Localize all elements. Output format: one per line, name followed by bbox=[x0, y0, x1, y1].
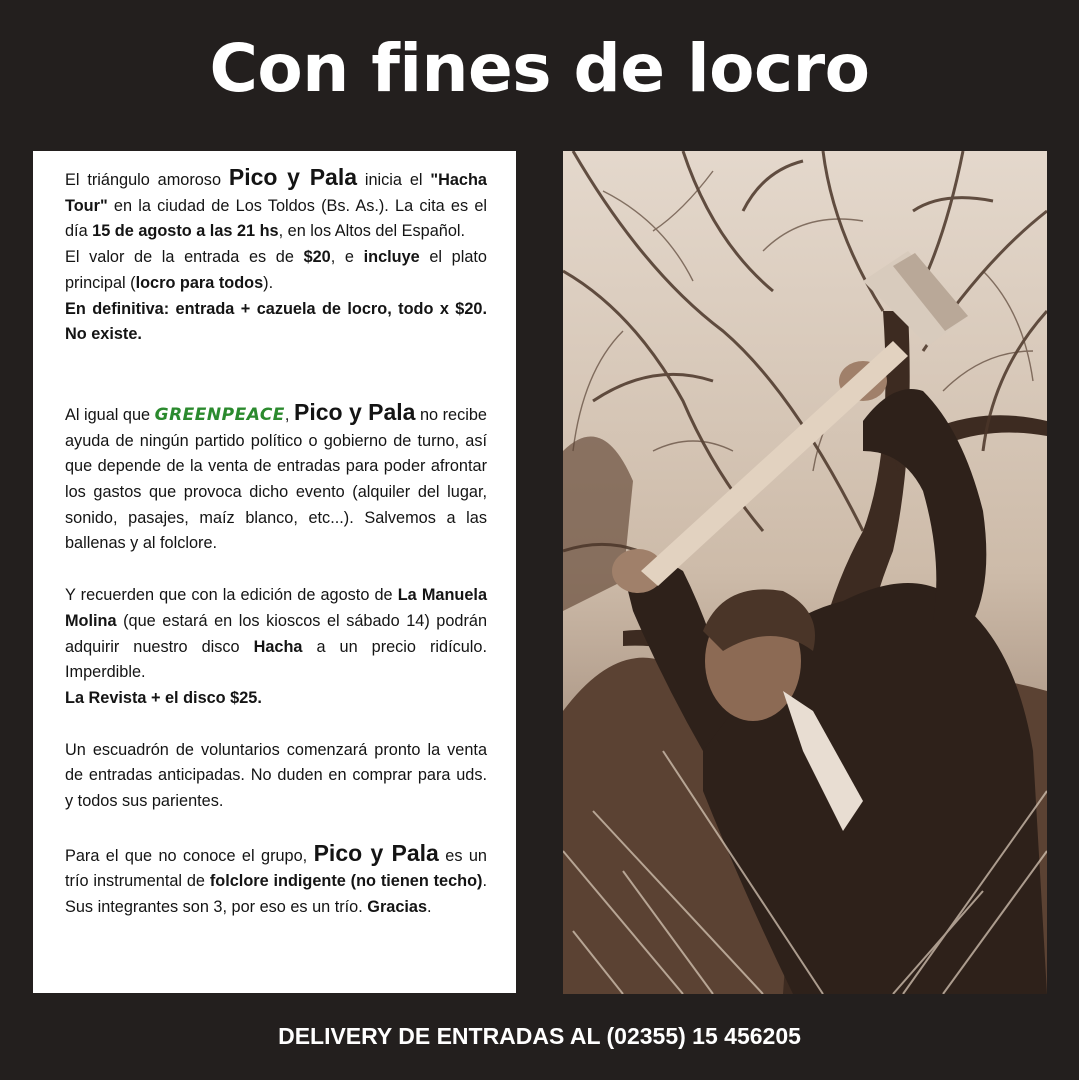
spacer bbox=[65, 374, 487, 400]
paragraph-bundle: La Revista + el disco $25. bbox=[65, 688, 262, 707]
paragraph-summary: En definitiva: entrada + cazuela de locro, todo x $20. No existe. bbox=[65, 299, 487, 344]
sepia-photo-illustration bbox=[563, 151, 1047, 994]
spacer bbox=[65, 712, 487, 738]
magazine-name: La Manuela Molina bbox=[65, 586, 487, 630]
text-panel bbox=[33, 151, 516, 993]
paragraph-greenpeace: Al igual que GREENPEACE, Pico y Pala no recibe ayuda de ningún partido político o gobierno de turno, así que depende de la venta de entradas para poder afrontar los gastos que provoca dicho evento (alquiler del lugar, sonido, pasajes, maíz blanco, etc...). Salvemos a las ballenas y al folclore. bbox=[65, 398, 487, 553]
event-date: 15 de agosto a las 21 hs bbox=[92, 222, 279, 241]
greenpeace-logo: GREENPEACE bbox=[154, 404, 285, 425]
spacer bbox=[65, 557, 487, 583]
paragraph-price: El valor de la entrada es de $20, e incluye el plato principal (locro para todos). bbox=[65, 248, 487, 292]
album-name: Hacha bbox=[253, 637, 303, 656]
tour-name: "Hacha Tour" bbox=[65, 171, 487, 215]
band-name: Pico y Pala bbox=[313, 839, 439, 866]
poster-title: Con fines de locro bbox=[209, 30, 870, 107]
band-name: Pico y Pala bbox=[228, 164, 358, 190]
paragraph-band-info: Para el que no conoce el grupo, Pico y Pala es un trío instrumental de folclore indigente (no tienen techo). Sus integrantes son 3, por eso es un trío. Gracias. bbox=[65, 839, 487, 917]
delivery-phone-banner: DELIVERY DE ENTRADAS AL (02355) 15 456205 bbox=[278, 1023, 801, 1049]
ticket-price: $20 bbox=[303, 248, 331, 267]
axe-man-photo bbox=[563, 151, 1047, 994]
paragraph-magazine: Y recuerden que con la edición de agosto de La Manuela Molina (que estará en los kioscos el sábado 14) podrán adquirir nuestro disco Hacha a un precio ridículo. Imperdible. bbox=[65, 586, 487, 682]
spacer bbox=[65, 348, 487, 374]
spacer bbox=[65, 815, 487, 841]
band-name: Pico y Pala bbox=[293, 398, 416, 425]
paragraph-intro: El triángulo amoroso Pico y Pala inicia el "Hacha Tour" en la ciudad de Los Toldos (Bs. As.). La cita es el día 15 de agosto a las 21 hs, en los Altos del Español. bbox=[65, 164, 487, 241]
paragraph-volunteers: Un escuadrón de voluntarios comenzará pronto la venta de entradas anticipadas. No duden en comprar para uds. y todos sus parientes. bbox=[65, 740, 487, 811]
